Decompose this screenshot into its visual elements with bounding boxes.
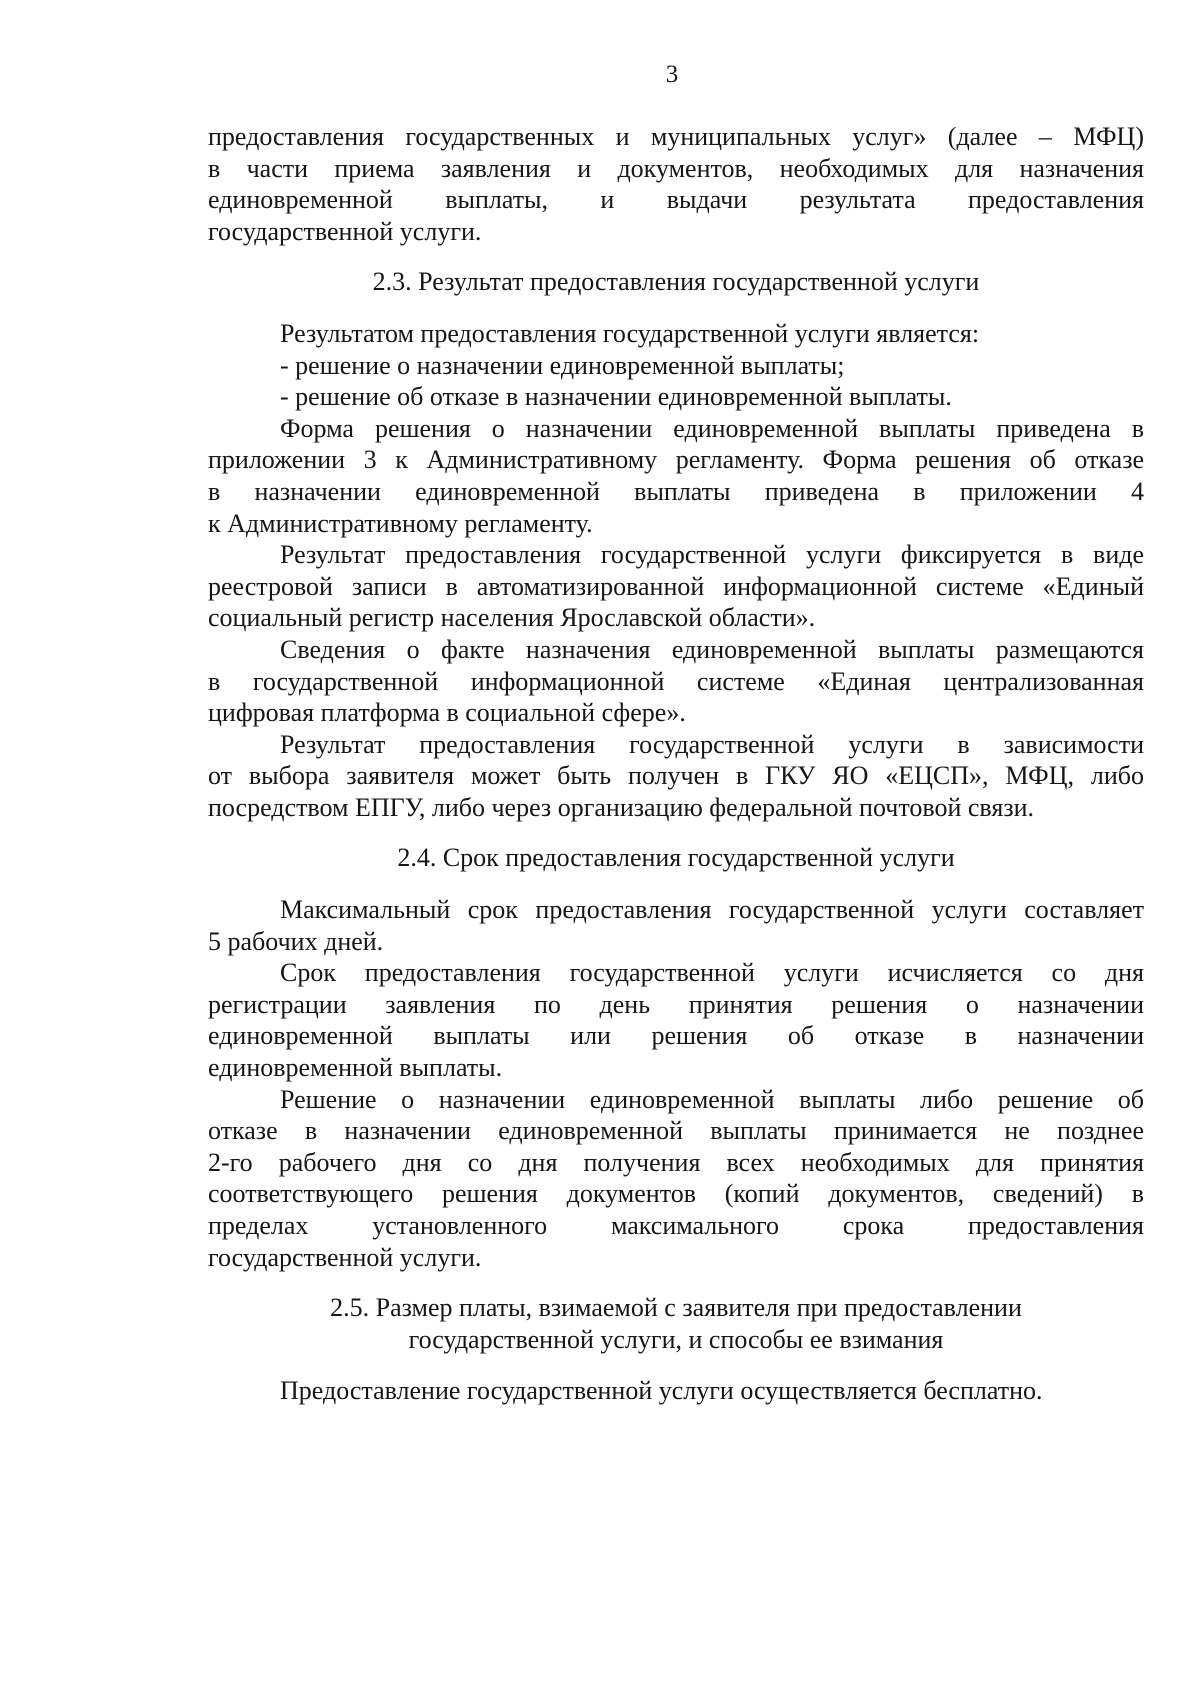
text-line: государственной услуги. (208, 216, 482, 246)
text-line: Результат предоставления государственной услуги в зависимости (280, 729, 1144, 759)
text-line: от выбора заявителя может быть получен в ГКУ ЯО «ЕЦСП», МФЦ, либо (208, 761, 1144, 791)
text-line: пределах установленного максимального срока предоставления (208, 1211, 1144, 1240)
intro-paragraph (208, 121, 1144, 247)
text-line: - решение об отказе в назначении единовременной выплаты. (280, 382, 952, 412)
section-2-3-body (208, 318, 1144, 824)
text-line: 2-го рабочего дня со дня получения всех необходимых для принятия (208, 1147, 1144, 1177)
text-line: реестровой записи в автоматизированной информационной системе «Единый (208, 571, 1144, 601)
text-line: в государственной информационной системе «Единая централизованная (208, 666, 1144, 696)
page-number: 3 (665, 61, 679, 88)
text-line: регистрации заявления по день принятия решения о назначении (208, 989, 1144, 1019)
text-line: Срок предоставления государственной услуги исчисляется со дня (280, 958, 1144, 988)
text-line: государственной услуги. (208, 1242, 482, 1272)
section-heading-2-5-line-2: государственной услуги, и способы ее взимания (408, 1324, 944, 1354)
text-line: Форма решения о назначении единовременной выплаты приведена в (280, 413, 1144, 443)
text-line: Результат предоставления государственной услуги фиксируется в виде (280, 540, 1144, 570)
document-body (208, 121, 1144, 1407)
section-2-5-body (208, 1375, 1144, 1407)
text-line: Решение о назначении единовременной выплаты либо решение об (280, 1084, 1144, 1114)
text-line: предоставления государственных и муниципальных услуг» (далее – МФЦ) (208, 122, 1144, 151)
text-line: соответствующего решения документов (копий документов, сведений) в (208, 1179, 1144, 1209)
section-2-4-body (208, 894, 1144, 1273)
text-line: социальный регистр населения Ярославской области». (208, 603, 816, 633)
text-line: - решение о назначении единовременной выплаты; (280, 350, 845, 380)
text-line: единовременной выплаты или решения об отказе в назначении (208, 1021, 1144, 1051)
text-line: 5 рабочих дней. (208, 926, 384, 956)
text-line: отказе в назначении единовременной выплаты принимается не позднее (208, 1116, 1144, 1146)
text-line: посредством ЕПГУ, либо через организацию федеральной почтовой связи. (208, 792, 1035, 822)
text-line: в назначении единовременной выплаты приведена в приложении 4 (208, 476, 1144, 506)
text-line: цифровая платформа в социальной сфере». (208, 698, 686, 728)
text-line: единовременной выплаты, и выдачи результата предоставления (208, 185, 1144, 215)
text-line: к Административному регламенту. (208, 508, 593, 538)
text-line: единовременной выплаты. (208, 1053, 503, 1083)
section-heading-2-3: 2.3. Результат предоставления государственной услуги (372, 267, 980, 297)
text-line: в части приема заявления и документов, необходимых для назначения (208, 153, 1144, 183)
text-line: приложении 3 к Административному регламенту. Форма решения об отказе (208, 445, 1144, 475)
text-line: Результатом предоставления государственной услуги является: (280, 318, 980, 348)
section-heading-2-4: 2.4. Срок предоставления государственной услуги (397, 843, 955, 873)
text-line: Максимальный срок предоставления государственной услуги составляет (280, 895, 1144, 925)
text-line: Сведения о факте назначения единовременной выплаты размещаются (280, 634, 1144, 664)
section-heading-2-5-line-1: 2.5. Размер платы, взимаемой с заявителя при предоставлении (330, 1293, 1022, 1323)
text-line: Предоставление государственной услуги осуществляется бесплатно. (280, 1376, 1043, 1406)
